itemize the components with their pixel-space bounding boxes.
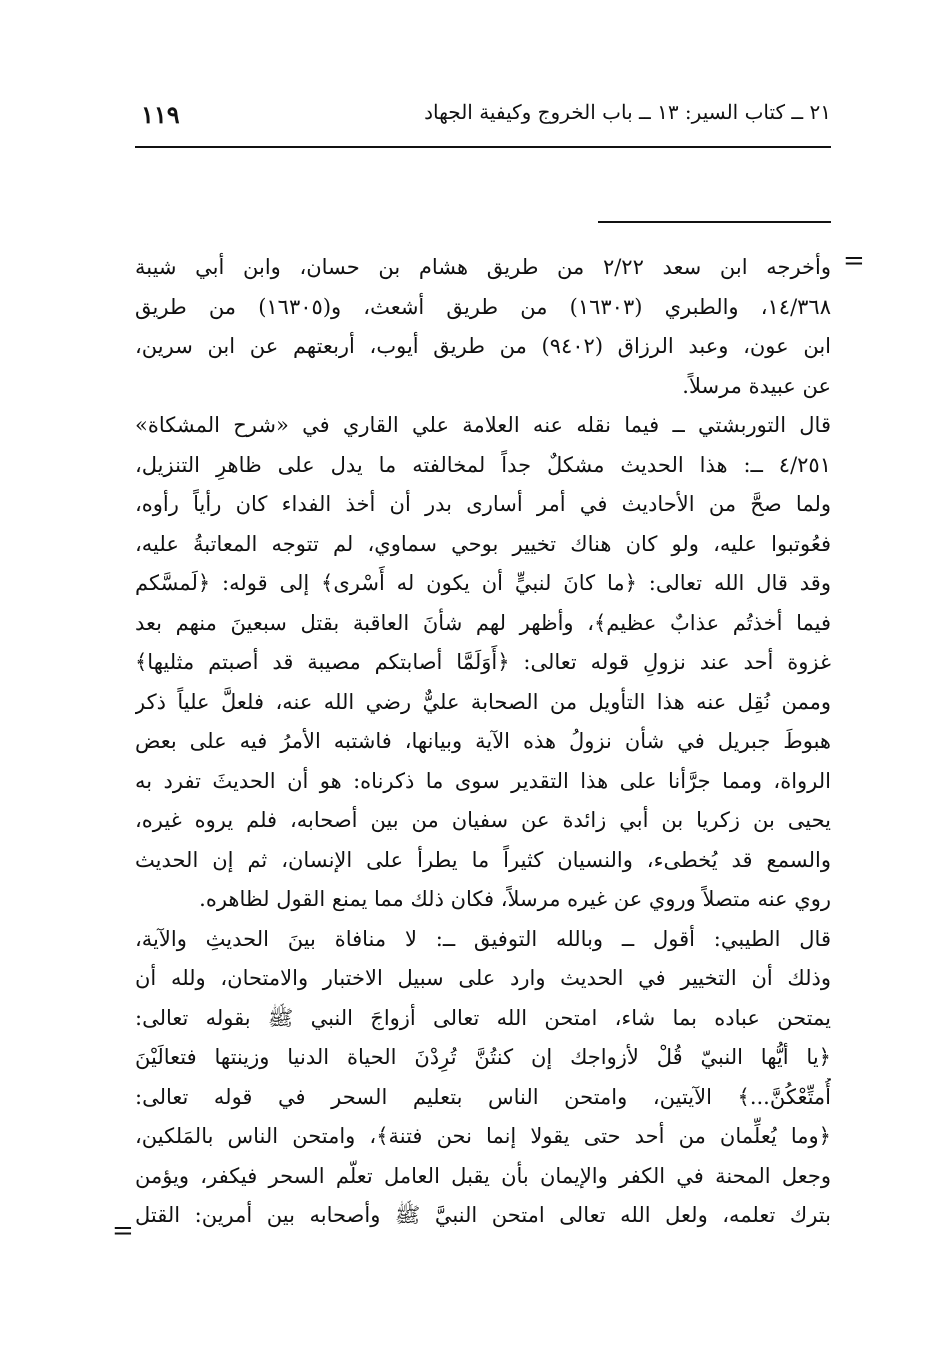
text-line: قال الطيبي: أقول ــ وبالله التوفيق ــ: لا منافاة بينَ الحديثِ والآية،	[135, 926, 831, 951]
footnote-text	[135, 248, 831, 1236]
text-line: وممن نُقِل عنه هذا التأويل من الصحابة عليٌّ رضي الله عنه، فلعلَّ علياً ذكر	[135, 689, 831, 714]
text-line: أُمتِّعْكُنَّ...﴾ الآيتين، وامتحن الناس بتعليم السحر في قوله تعالى:	[135, 1084, 831, 1109]
text-line: ابن عون، وعبد الرزاق (٩٤٠٢) من طريق أيوب، أربعتهم عن ابن سرين،	[135, 334, 831, 358]
text-line: ولما صحَّ من الأحاديث في أمر أسارى بدر أن أخذ الفداء كان رأياً رأوه،	[135, 492, 831, 516]
text-line: عن عبيدة مرسلاً.	[682, 373, 831, 398]
footnote-separator	[598, 221, 831, 223]
text-line: يمتحن عباده بما شاء، امتحن الله تعالى أزواجَ النبي ﷺ بقوله تعالى:	[135, 1005, 831, 1030]
continuation-mark-bottom: =	[112, 1216, 134, 1246]
text-line: ﴿وما يُعلِّمان من أحد حتى يقولا إنما نحن فتنة﴾، وامتحن الناس بالمَلكين،	[135, 1124, 831, 1148]
running-header	[135, 100, 831, 140]
text-line: بترك تعلمه، ولعل الله تعالى امتحن النبيَّ ﷺ وأصحابه بين أمرين: القتل	[135, 1203, 831, 1227]
text-line: وقد قال الله تعالى: ﴿ما كانَ لنبيٍّ أن يكون له أَسْرى﴾ إلى قوله: ﴿لَمسَّكم	[135, 571, 831, 595]
text-line: قال التوربشتي ــ فيما نقله عنه العلامة علي القاري في «شرح المشكاة»	[135, 413, 831, 437]
text-line: فعُوتبوا عليه، ولو كان هناك تخيير بوحي سماوي، لم تتوجه المعاتبةُ عليه،	[135, 531, 831, 556]
text-line: ٤/٢٥١ ــ: هذا الحديث مشكلٌ جداً لمخالفته ما يدل على ظاهرِ التنزيل،	[135, 452, 831, 477]
continuation-mark-top: =	[843, 246, 865, 276]
text-line: وذلك أن التخيير في الحديث وارد على سبيل الاختبار والامتحان، ولله أن	[135, 966, 831, 990]
paragraph-3	[135, 920, 831, 1236]
text-line: الرواة، ومما جرَّأنا على هذا التقدير سوى ما ذكرناه: هو أن الحديثَ تفرد به	[135, 768, 831, 793]
text-line: غزوة أحد عند نزولِ قوله تعالى: ﴿أَوَلَمَّا أصابتكم مصيبة قد أصبتم مثليها﴾	[135, 650, 831, 674]
text-line: روي عنه متصلاً وروي عن غيره مرسلاً، فكان ذلك مما يمنع القول لظاهره.	[199, 887, 831, 911]
page-number: ١١٩	[141, 100, 180, 129]
text-line: يحيى بن زكريا بن أبي زائدة عن سفيان من بين أصحابه، فلم يروه غيره،	[135, 808, 831, 832]
header-title: ٢١ ــ كتاب السير: ١٣ ــ باب الخروج وكيفية الجهاد	[424, 100, 831, 124]
text-line: هبوطَ جبريل في شأن نزولُ هذه الآية وبيانها، فاشتبه الأمرُ فيه على بعض	[135, 729, 831, 753]
text-line: فيما أخذتُم عذابٌ عظيم﴾، وأظهر لهم شأنَ العاقبة بقتل سبعينَ منهم بعد	[135, 610, 831, 635]
text-line: ﴿يا أيُّها النبيّ قُلْ لأزواجك إن كنتُنَّ تُرِدْنَ الحياة الدنيا وزينتها فتعالَيْنَ	[135, 1045, 831, 1069]
text-line: وأخرجه ابن سعد ٢/٢٢ من طريق هشام بن حسان، وابن أبي شيبة	[135, 255, 831, 279]
header-rule	[135, 146, 831, 148]
text-line: وجعل المحنة في الكفر والإيمان بأن يقبل العامل تعلّم السحر فيكفر، ويؤمن	[135, 1163, 831, 1188]
paragraph-2	[135, 406, 831, 920]
paragraph-1	[135, 248, 831, 406]
text-line: والسمع قد يُخطىء، والنسيان كثيراً ما يطرأ على الإنسان، ثم إن الحديث	[135, 847, 831, 872]
text-line: ١٤/٣٦٨، والطبري (١٦٣٠٣) من طريق أشعث، و(١٦٣٠٥) من طريق	[135, 294, 831, 319]
